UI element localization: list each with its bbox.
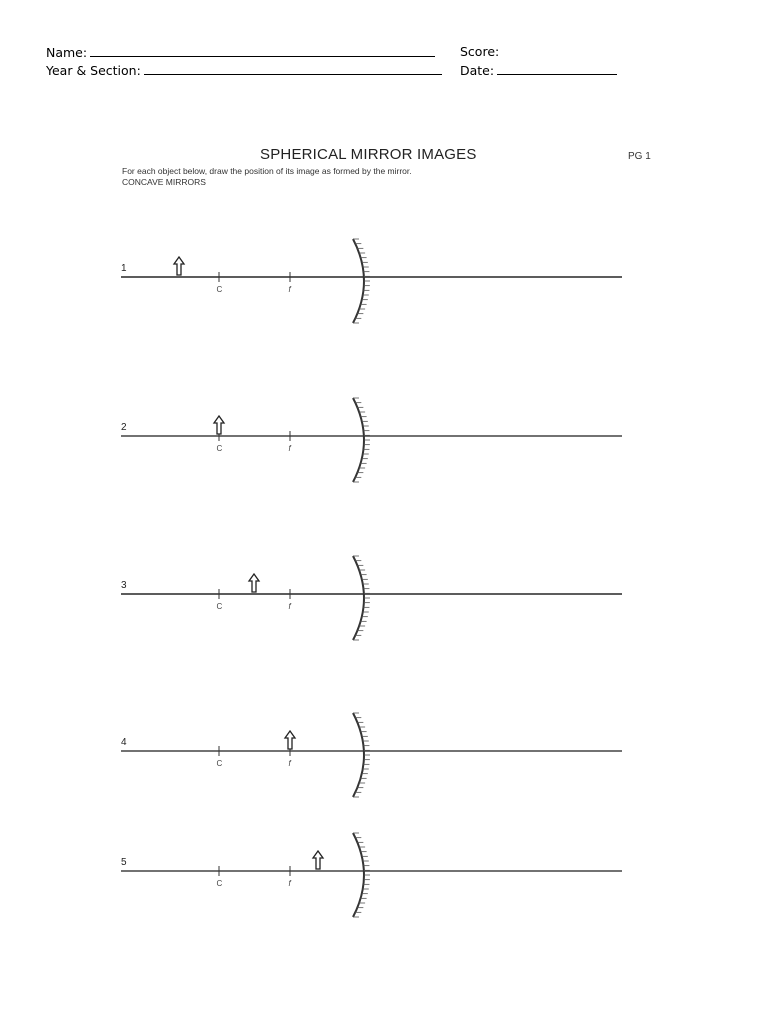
concave-mirror xyxy=(353,713,364,797)
concave-mirror xyxy=(353,833,364,917)
worksheet-title: SPHERICAL MIRROR IMAGES xyxy=(260,146,477,163)
object-arrow xyxy=(249,574,259,592)
problem-number: 4 xyxy=(121,737,127,748)
problem-number: 1 xyxy=(121,263,127,274)
center-of-curvature-label: C xyxy=(216,759,223,768)
concave-mirror xyxy=(353,556,364,640)
focal-point-label: f xyxy=(288,759,291,768)
focal-point-label: f xyxy=(288,602,291,611)
object-arrow xyxy=(285,731,295,749)
center-of-curvature-label: C xyxy=(216,602,223,611)
focal-point-label: f xyxy=(288,879,291,888)
problem-number: 2 xyxy=(121,422,127,433)
worksheet-subtitle: CONCAVE MIRRORS xyxy=(122,177,206,187)
object-arrow xyxy=(214,416,224,434)
focal-point-label: f xyxy=(288,285,291,294)
concave-mirror xyxy=(353,239,364,323)
problem-number: 3 xyxy=(121,580,127,591)
center-of-curvature-label: C xyxy=(216,285,223,294)
worksheet-instructions: For each object below, draw the position of its image as formed by the mirror. xyxy=(122,166,412,176)
focal-point-label: f xyxy=(288,444,291,453)
object-arrow xyxy=(313,851,323,869)
page-number: PG 1 xyxy=(628,151,651,162)
date-label: Date: xyxy=(460,63,495,78)
object-arrow xyxy=(174,257,184,275)
center-of-curvature-label: C xyxy=(216,444,223,453)
concave-mirror xyxy=(353,398,364,482)
center-of-curvature-label: C xyxy=(216,879,223,888)
name-label: Name: xyxy=(46,45,88,60)
score-label: Score: xyxy=(460,44,500,59)
problem-number: 5 xyxy=(121,857,127,868)
year-section-label: Year & Section: xyxy=(46,63,141,78)
